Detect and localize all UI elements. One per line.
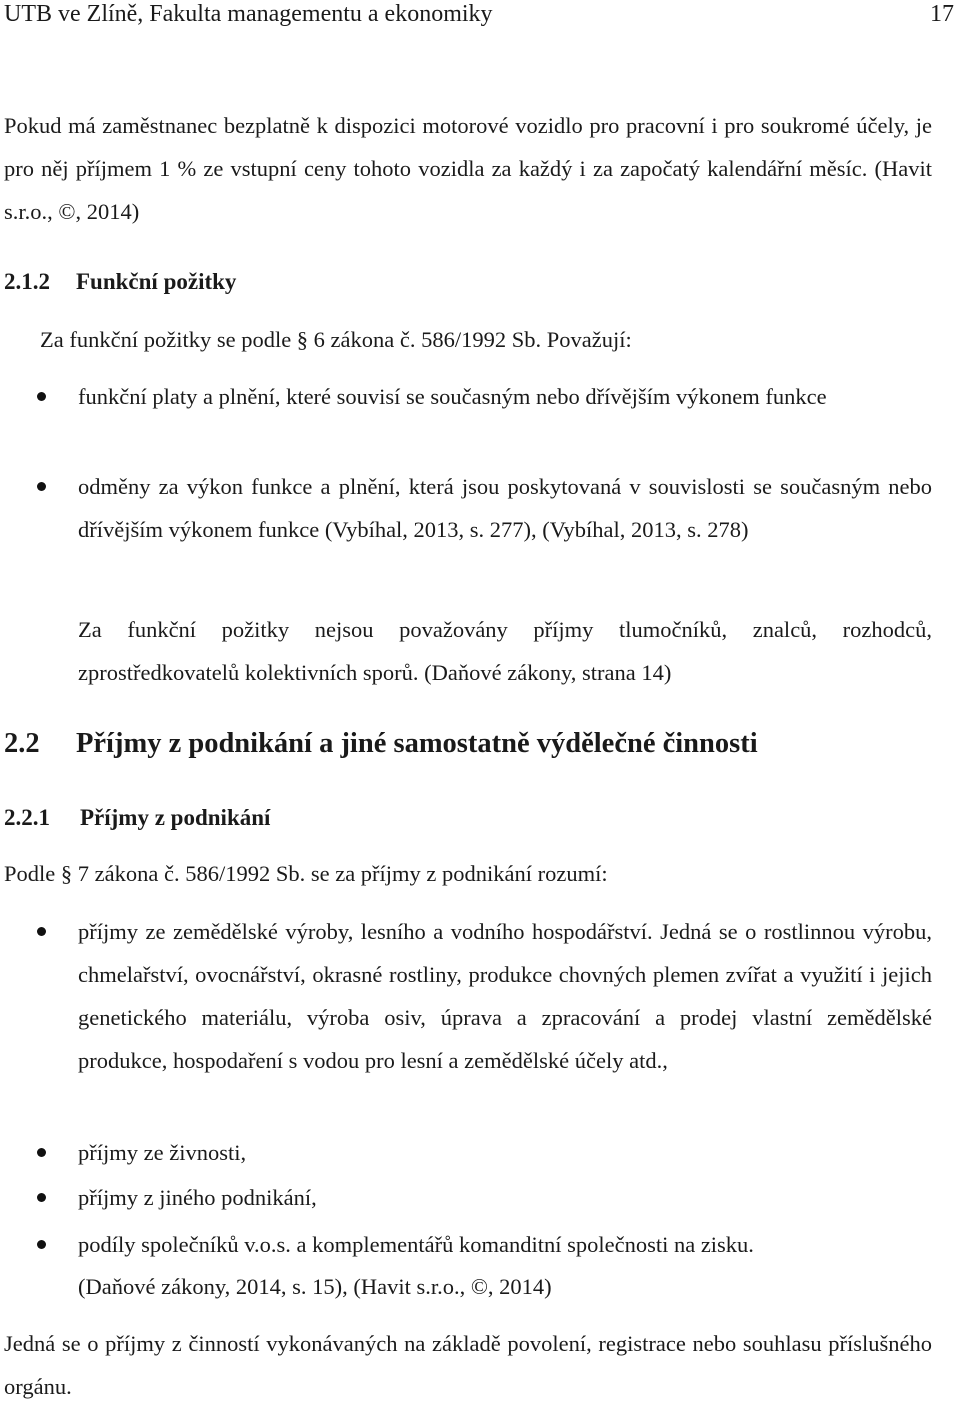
list-item-text: podíly společníků v.o.s. a komplementářů komanditní společnosti na zisku. xyxy=(78,1232,754,1257)
list-item-text: příjmy z jiného podnikání, xyxy=(78,1185,317,1210)
list-item-text: příjmy ze zemědělské výroby, lesního a vodního hospodářství. Jedná se o rostlinnou výrobu, chmelařství, ovocnářství, okrasné rostliny, produkce chovných plemen zvířat a využití i jejich genetického materiálu, výroba osiv, úprava a zpracování a prodej vlastní zemědělské produkce, hospodaření s vodou pro lesní a zemědělské účely atd., xyxy=(78,919,932,1073)
list-item-text: odměny za výkon funkce a plnění, která jsou poskytovaná v souvislosti se současným nebo dřívějším výkonem funkce (Vybíhal, 2013, s. 277), (Vybíhal, 2013, s. 278) xyxy=(78,474,932,542)
list-item-text: příjmy ze živnosti, xyxy=(78,1140,247,1165)
citation: (Daňové zákony, 2014, s. 15), (Havit s.r.o., ©, 2014) xyxy=(78,1274,552,1299)
bullet-icon xyxy=(37,1148,46,1157)
section-2-2-1-closing: Jedná se o příjmy z činností vykonávaných na základě povolení, registrace nebo souhlasu příslušného orgánu. xyxy=(4,1331,932,1399)
section-number: 2.2 xyxy=(4,728,40,759)
page-number: 17 xyxy=(930,1,954,27)
bullet-icon xyxy=(37,927,46,936)
section-2-2-1-lead: Podle § 7 zákona č. 586/1992 Sb. se za příjmy z podnikání rozumí: xyxy=(4,861,608,886)
section-2-1-2-lead: Za funkční požitky se podle § 6 zákona č. 586/1992 Sb. Považují: xyxy=(40,327,632,352)
section-title: Příjmy z podnikání a jiné samostatně výdělečné činnosti xyxy=(76,728,758,759)
bullet-icon xyxy=(37,392,46,401)
list-item-text: funkční platy a plnění, které souvisí se současným nebo dřívějším výkonem funkce xyxy=(78,384,827,409)
section-title: Příjmy z podnikání xyxy=(80,805,271,830)
section-2-2-heading xyxy=(4,727,758,761)
section-number: 2.2.1 xyxy=(4,805,50,830)
section-2-1-2-closing: Za funkční požitky nejsou považovány příjmy tlumočníků, znalců, rozhodců, zprostředkovatelů kolektivních sporů. (Daňové zákony, strana 14) xyxy=(78,617,932,685)
bullet-icon xyxy=(37,1193,46,1202)
page-header xyxy=(4,0,956,30)
section-number: 2.1.2 xyxy=(4,269,50,294)
section-2-2-1-heading xyxy=(4,804,270,832)
bullet-icon xyxy=(37,1240,46,1249)
header-title: UTB ve Zlíně, Fakulta managementu a ekonomiky xyxy=(4,1,493,27)
section-title: Funkční požitky xyxy=(76,269,237,294)
intro-paragraph: Pokud má zaměstnanec bezplatně k dispozici motorové vozidlo pro pracovní i pro soukromé účely, je pro něj příjmem 1 % ze vstupní ceny tohoto vozidla za každý i za započatý kalendářní měsíc. (Havit s.r.o., ©, 2014) xyxy=(4,113,932,224)
bullet-icon xyxy=(37,482,46,491)
section-2-1-2-heading xyxy=(4,268,236,296)
